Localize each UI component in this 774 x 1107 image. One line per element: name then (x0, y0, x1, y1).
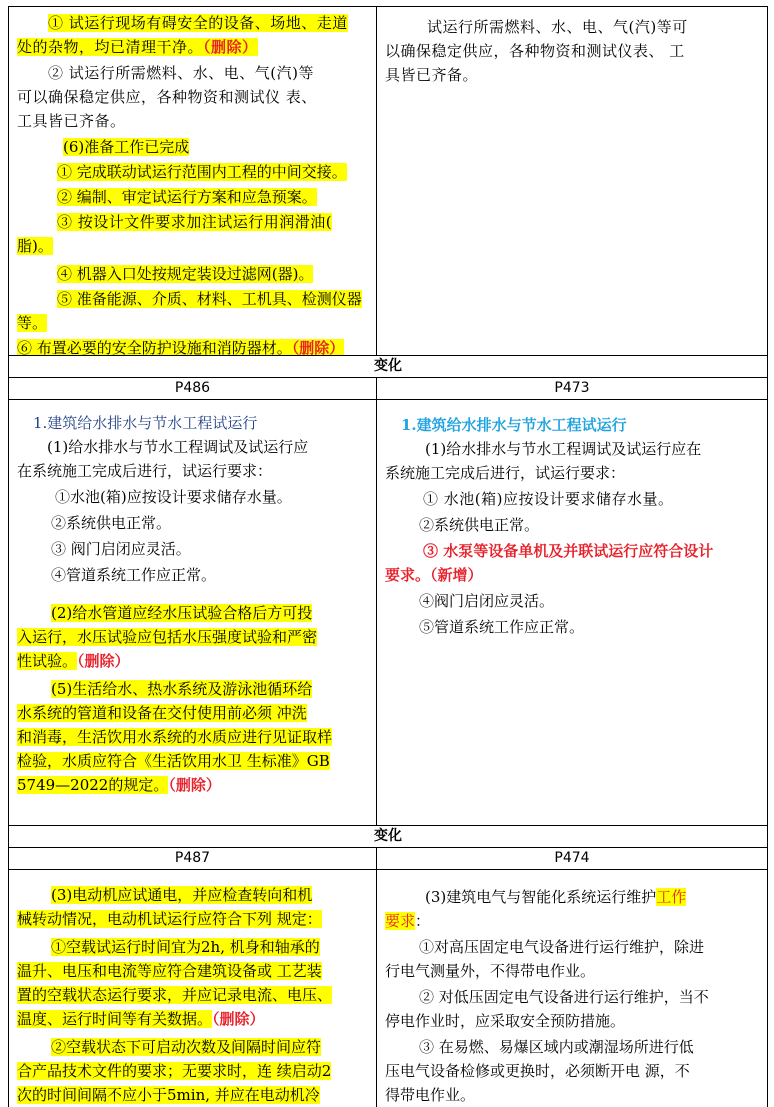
highlighted-text: 次的时间间隔不应小于5min, 并应在电动机冷 (17, 1086, 320, 1104)
highlighted-text: ① 试运行现场有碍安全的设备、场地、走道 (48, 14, 348, 32)
text-line (17, 935, 373, 959)
highlighted-text: 等。 (17, 314, 48, 332)
text-line (17, 883, 373, 907)
highlighted-text: 处的杂物，均已清理干净。 (17, 38, 204, 56)
highlighted-text: 性试验。 (17, 652, 78, 670)
text-line (17, 959, 373, 983)
text-line (17, 773, 373, 797)
column-divider-top (376, 7, 377, 355)
deleted-marker: （删除） (203, 38, 258, 56)
text-line (17, 185, 373, 209)
section3-left-cell (17, 883, 373, 1107)
text-line (17, 234, 373, 258)
highlighted-text: 械转动情况，电动机试运行应符合下列 规定： (17, 910, 322, 928)
highlighted-text: 温升、电压和电流等应符合建筑设备或 工艺装 (17, 962, 322, 980)
highlighted-text: ②空载状态下可启动次数及间隔时间应符 (51, 1038, 322, 1056)
text-line: 以确保稳定供应，各种物资和测试仪表、 工 (385, 42, 685, 60)
text-line: ② 试运行所需燃料、水、电、气(汽)等 (48, 64, 314, 82)
page-number-right: P473 (554, 380, 590, 396)
section-title: 1.建筑给水排水与节水工程试运行 (401, 416, 627, 434)
text-line (17, 11, 373, 35)
text-line (17, 701, 373, 725)
section-heading (17, 135, 373, 159)
text-fragment: (3)建筑电气与智能化系统运行维护 (425, 888, 657, 906)
highlighted-text: ⑥ 布置必要的安全防护设施和消防器材。 (17, 339, 292, 355)
section1-right-cell (385, 15, 763, 355)
highlighted-text: 入运行，水压试验应包括水压强度试验和严密 (17, 628, 318, 646)
section3-right-cell (385, 885, 763, 1107)
text-line (17, 649, 373, 673)
text-line: 系统施工完成后进行，试运行要求： (385, 464, 626, 482)
text-line (17, 35, 373, 59)
text-line (17, 725, 373, 749)
text-line: ①对高压固定电气设备进行运行维护，除进 (419, 938, 705, 956)
text-line: 工具皆已齐备。 (17, 112, 126, 130)
section2-left-cell (17, 411, 373, 821)
section2-right-cell (385, 413, 763, 823)
text-line (17, 287, 373, 311)
highlighted-text: 水系统的管道和设备在交付使用前必须 冲洗 (17, 704, 307, 722)
section-title: 1.建筑给水排水与节水工程试运行 (33, 414, 258, 432)
highlighted-text: (2)给水管道应经水压试验合格后方可投 (51, 604, 313, 622)
column-divider-middle (376, 377, 377, 825)
list-item: ③ 阀门启闭应灵活。 (51, 540, 191, 558)
highlighted-text: 工作 (656, 888, 687, 906)
highlighted-text: ② 编制、审定试运行方案和应急预案。 (57, 188, 317, 206)
page-number-left: P486 (174, 380, 211, 396)
section1-left-cell (17, 11, 373, 355)
column-divider-bottom (376, 847, 377, 1107)
text-line: (1)给水排水与节水工程调试及试运行应 (47, 438, 309, 456)
deleted-marker: （删除） (212, 1010, 265, 1028)
highlighted-text: ① 完成联动试运行范围内工程的中间交接。 (57, 163, 347, 181)
row-divider (9, 869, 767, 870)
highlighted-text: ④ 机器入口处按规定装设过滤网(器)。 (57, 265, 314, 283)
change-label: 变化 (374, 358, 402, 374)
highlighted-text: 脂)。 (17, 237, 53, 255)
text-line (17, 1035, 373, 1059)
list-item: ④阀门启闭应灵活。 (419, 592, 555, 610)
page-number-right: P474 (554, 850, 590, 866)
text-line (17, 311, 373, 335)
highlighted-text: 检验，水质应符合《生活饮用水卫 生标准》GB (17, 752, 330, 770)
text-line (17, 601, 373, 625)
highlighted-text: 和消毒，生活饮用水系统的水质应进行见证取样 (17, 728, 333, 746)
text-line (17, 749, 373, 773)
text-line (17, 210, 373, 234)
highlighted-text: 置的空载状态运行要求，并应记录电流、电压、 (17, 986, 333, 1004)
text-line: ② 对低压固定电气设备进行运行维护，当不 (419, 988, 709, 1006)
text-line: 压电气设备检修或更换时，必须断开电 源，不 (385, 1062, 690, 1080)
text-line (17, 160, 373, 184)
text-line: 在系统施工完成后进行，试运行要求： (17, 462, 273, 480)
list-item: ①水池(箱)应按设计要求储存水量。 (55, 488, 292, 506)
text-line (385, 885, 763, 909)
text-line: 具皆已齐备。 (385, 66, 479, 84)
text-line: ③ 在易燃、易爆区域内或潮湿场所进行低 (419, 1038, 694, 1056)
list-item: ⑤管道系统工作应正常。 (419, 618, 585, 636)
highlighted-text: 合产品技术文件的要求；无要求时，连 续启动2 (17, 1062, 332, 1080)
highlighted-text: (3)电动机应试通电，并应检查转向和机 (51, 886, 313, 904)
text-line: 行电气测量外，不得带电作业。 (385, 962, 596, 980)
deleted-marker: （删除） (291, 339, 345, 355)
text-line (385, 909, 763, 933)
text-line: (1)给水排水与节水工程调试及试运行应在 (425, 440, 702, 458)
list-item: ②系统供电正常。 (419, 516, 540, 534)
page-number-left: P487 (174, 850, 211, 866)
highlighted-text: ①空载试运行时间宜为2h, 机身和轴承的 (51, 938, 320, 956)
comparison-table (8, 6, 768, 1107)
list-item: ① 水池(箱)应按设计要求储存水量。 (423, 490, 674, 508)
highlighted-text: 5749—2022的规定。 (17, 776, 169, 794)
text-line (17, 336, 373, 355)
text-line (17, 262, 373, 286)
highlighted-text: 要求 (385, 912, 416, 930)
deleted-marker: （删除） (77, 652, 130, 670)
highlighted-text: ⑤ 准备能源、介质、材料、工机具、检测仪器 (57, 290, 362, 308)
added-item: 要求。（新增） (385, 566, 483, 584)
text-line (17, 677, 373, 701)
highlighted-text: (6)准备工作已完成 (63, 138, 190, 156)
list-item: ②系统供电正常。 (51, 514, 172, 532)
text-line: 得带电作业。 (385, 1086, 476, 1104)
list-item: ④管道系统工作应正常。 (51, 566, 217, 584)
text-line (17, 625, 373, 649)
text-line (17, 983, 373, 1007)
added-item: ③ 水泵等设备单机及并联试运行应符合设计 (423, 542, 714, 560)
text-line (17, 1059, 373, 1083)
text-line (17, 907, 373, 931)
change-label: 变化 (374, 828, 402, 844)
row-divider (9, 399, 767, 400)
text-line (17, 1083, 373, 1107)
highlighted-text: ③ 按设计文件要求加注试运行用润滑油( (57, 213, 333, 231)
text-line: 停电作业时，应采取安全预防措施。 (385, 1012, 626, 1030)
text-line: 可以确保稳定供应，各种物资和测试仪 表、 (17, 88, 317, 106)
highlighted-text: (5)生活给水、热水系统及游泳池循环给 (51, 680, 313, 698)
text-line (17, 1007, 373, 1031)
text-fragment: ： (415, 912, 431, 930)
deleted-marker: （删除） (168, 776, 221, 794)
highlighted-text: 温度、运行时间等有关数据。 (17, 1010, 213, 1028)
text-line: 试运行所需燃料、水、电、气(汽)等可 (427, 18, 688, 36)
